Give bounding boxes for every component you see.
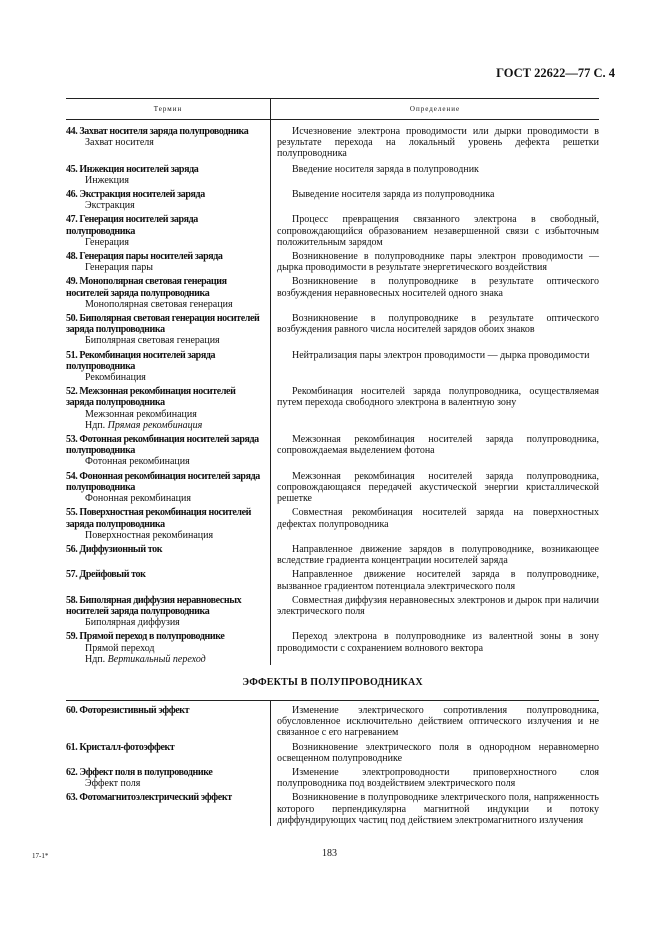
term-cell (66, 742, 270, 764)
term-short-form: Биполярная диффузия (85, 617, 180, 629)
table-row (66, 792, 599, 826)
term-short-form: Генерация пары (85, 262, 153, 274)
table-row (66, 251, 599, 273)
definition-text: Направленное движение зарядов в полупроводнике, возникающее вследствие градиента концентрации носителей заряда (277, 543, 599, 567)
term-short-form: Биполярная световая генерация (85, 335, 220, 347)
definition-cell (270, 471, 599, 505)
term-short-form: Межзонная рекомбинация (85, 408, 197, 420)
definition-text: Изменение электропроводности приповерхностного слоя полупроводника под воздействием электрического поля (277, 766, 599, 790)
definition-cell (270, 569, 599, 591)
page-header: ГОСТ 22622—77 С. 4 (496, 66, 615, 80)
term-cell (66, 569, 270, 591)
term-not-allowed (66, 654, 264, 665)
term-short-form: Генерация (85, 236, 129, 248)
definition-text: Исчезновение электрона проводимости или дырки проводимости в результате перехода на локальный уровень дефекта решетки полупроводника (277, 126, 599, 160)
definition-text: Нейтрализация пары электрон проводимости — дырка проводимости (292, 349, 590, 361)
entries-section-1 (66, 120, 599, 665)
table-row (66, 434, 599, 468)
term-short-form: Фононная рекомбинация (85, 493, 191, 505)
term-title: 63. Фотомагнитоэлектрический эффект (66, 792, 232, 804)
term-short-form: Инжекция (85, 174, 129, 186)
term-title: 49. Монополярная световая генерация носителей заряда полупроводника (66, 276, 227, 299)
definition-text: Межзонная рекомбинация носителей заряда полупроводника, сопровождаемая выделением фотона (277, 434, 599, 457)
term-cell (66, 631, 270, 665)
definition-text: Введение носителя заряда в полупроводник (292, 163, 479, 175)
term-title: 47. Генерация носителей заряда полупроводника (66, 214, 198, 237)
term-cell (66, 189, 270, 211)
term-title: 60. Фоторезистивный эффект (66, 704, 190, 716)
table-row (66, 164, 599, 186)
definition-cell (270, 742, 599, 764)
table-row (66, 189, 599, 211)
table-row (66, 276, 599, 310)
term-title: 62. Эффект поля в полупроводнике (66, 766, 213, 778)
term-short-form: Фотонная рекомбинация (85, 456, 190, 468)
definition-text: Переход электрона в полупроводнике из валентной зоны в зону проводимости с сохранением волнового вектора (277, 631, 599, 654)
term-title: 57. Дрейфовый ток (66, 569, 146, 581)
section-title: ЭФФЕКТЫ В ПОЛУПРОВОДНИКАХ (242, 676, 423, 688)
table-row (66, 569, 599, 591)
term-short-form: Прямой переход (85, 642, 155, 654)
table-row (66, 507, 599, 541)
definition-text: Выведение носителя заряда из полупроводника (292, 189, 495, 201)
term-title: 48. Генерация пары носителей заряда (66, 251, 223, 263)
footer-mark: 17-1* (32, 852, 49, 860)
term-short-form: Экстракция (85, 200, 135, 212)
definition-text: Процесс превращения связанного электрона в свободный, сопровождающийся образованием незавершенной связи с избыточным положительным зарядом (277, 214, 599, 248)
table-row (66, 544, 599, 566)
definition-text: Межзонная рекомбинация носителей заряда полупроводника, сопровождающаяся передачей акустической энергии кристаллической решетке (277, 470, 599, 505)
term-cell (66, 214, 270, 248)
term-short-form: Поверхностная рекомбинация (85, 529, 214, 541)
definition-cell (270, 767, 599, 789)
terms-table (66, 98, 599, 829)
definition-text: Изменение электрического сопротивления полупроводника, обусловленное исключительно действием оптического излучения и не связанное с его нагреванием (277, 704, 599, 739)
table-row (66, 471, 599, 505)
column-header-term: Термин (153, 105, 183, 113)
table-row (66, 595, 599, 629)
table-row (66, 742, 599, 764)
term-title: 53. Фотонная рекомбинация носителей заряда полупроводника (66, 434, 259, 457)
definition-cell (270, 705, 599, 739)
term-cell (66, 544, 270, 566)
table-row (66, 126, 599, 160)
definition-cell (270, 126, 599, 160)
term-title: 45. Инжекция носителей заряда (66, 163, 199, 175)
term-title: 59. Прямой переход в полупроводнике (66, 631, 225, 643)
term-cell (66, 276, 270, 310)
term-title: 55. Поверхностная рекомбинация носителей заряда полупроводника (66, 507, 252, 530)
definition-cell (270, 313, 599, 347)
term-cell (66, 313, 270, 347)
definition-cell (270, 434, 599, 468)
term-title: 50. Биполярная световая генерация носителей заряда полупроводника (66, 313, 260, 336)
column-divider (270, 120, 271, 665)
not-allowed-label: Ндп. (85, 419, 108, 431)
table-row (66, 705, 599, 739)
definition-cell (270, 631, 599, 665)
term-short-form: Эффект поля (85, 778, 141, 790)
term-title: 44. Захват носителя заряда полупроводника (66, 126, 249, 137)
term-cell (66, 126, 270, 160)
not-allowed-label: Ндп. (85, 653, 108, 665)
term-cell (66, 386, 270, 431)
definition-cell (270, 251, 599, 273)
term-cell (66, 471, 270, 505)
definition-text: Направленное движение носителей заряда в полупроводнике, вызванное градиентом потенциала электрического поля (277, 569, 599, 592)
definition-text: Возникновение в полупроводнике электрического поля, напряженность которого перпендикулярна магнитной индукции и потоку диффундирующих частиц под действием электромагнитного излучения (277, 792, 599, 826)
definition-cell (270, 164, 599, 186)
column-divider (270, 701, 271, 826)
term-cell (66, 507, 270, 541)
definition-text: Возникновение электрического поля в однородном неравномерно освещенном полупроводнике (277, 741, 599, 764)
definition-text: Совместная диффузия неравновесных электронов и дырок при наличии электрического поля (277, 594, 599, 617)
definition-text: Возникновение в полупроводнике пары электрон проводимости — дырка проводимости в результате энергетического воздействия (277, 251, 599, 274)
table-row (66, 214, 599, 248)
term-title: 54. Фононная рекомбинация носителей заряда полупроводника (66, 470, 260, 493)
term-cell (66, 251, 270, 273)
definition-cell (270, 214, 599, 248)
entries-section-2 (66, 701, 599, 826)
table-header (66, 99, 599, 119)
term-title: 56. Диффузионный ток (66, 543, 163, 555)
term-cell (66, 792, 270, 826)
table-row (66, 350, 599, 384)
table-row (66, 313, 599, 347)
not-allowed-term: Вертикальный переход (107, 653, 206, 665)
term-cell (66, 434, 270, 468)
term-title: 46. Экстракция носителей заряда (66, 189, 205, 201)
definition-text: Возникновение в полупроводнике в результате оптического возбуждения неравновесных носителей одного знака (277, 276, 599, 299)
term-not-allowed (66, 420, 264, 431)
term-cell (66, 595, 270, 629)
term-short-form: Захват носителя (85, 137, 154, 149)
definition-cell (270, 595, 599, 629)
term-cell (66, 350, 270, 384)
definition-cell (270, 507, 599, 541)
term-cell (66, 164, 270, 186)
definition-cell (270, 276, 599, 310)
term-short-form: Монополярная световая генерация (85, 298, 233, 310)
definition-cell (270, 792, 599, 826)
definition-cell (270, 544, 599, 566)
definition-cell (270, 386, 599, 431)
term-cell (66, 705, 270, 739)
table-row (66, 386, 599, 431)
definition-text: Рекомбинация носителей заряда полупроводника, осуществляемая путем перехода свободного электрона в валентную зону (277, 386, 599, 409)
term-short-form: Рекомбинация (85, 372, 146, 384)
term-cell (66, 767, 270, 789)
term-title: 52. Межзонная рекомбинация носителей заряда полупроводника (66, 386, 236, 409)
definition-cell (270, 350, 599, 384)
definition-text: Возникновение в полупроводнике в результате оптического возбуждения равного числа носителей зарядов обоих знаков (277, 313, 599, 336)
page-number: 183 (322, 848, 337, 859)
term-title: 58. Биполярная диффузия неравновесных носителей заряда полупроводника (66, 594, 242, 617)
not-allowed-term: Прямая рекомбинация (107, 419, 203, 431)
term-title: 61. Кристалл-фотоэффект (66, 741, 175, 753)
term-title: 51. Рекомбинация носителей заряда полупроводника (66, 349, 216, 372)
definition-text: Совместная рекомбинация носителей заряда на поверхностных дефектах полупроводника (277, 507, 599, 530)
table-row (66, 767, 599, 789)
table-row (66, 631, 599, 665)
column-header-definition: Определение (270, 99, 599, 119)
definition-cell (270, 189, 599, 211)
